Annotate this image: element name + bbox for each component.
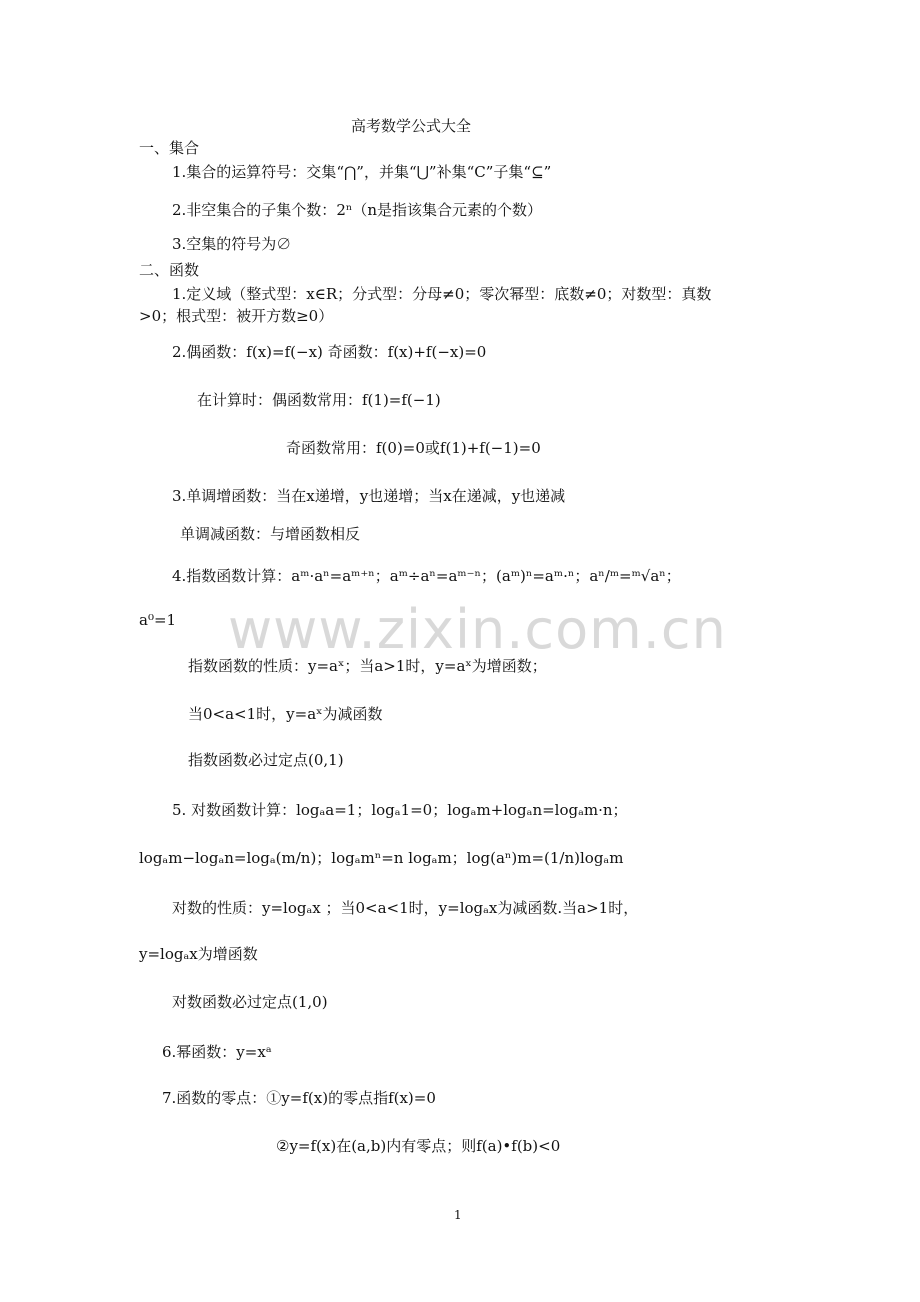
formula-line: 6.幂函数：y=xᵃ [162,1043,272,1061]
formula-line: 3.单调增函数：当在x递增，y也递增；当x在递减，y也递减 [172,487,566,505]
formula-line: 对数的性质：y=logₐx ；当0<a<1时，y=logₐx为减函数.当a>1时， [172,899,639,917]
formula-line: 奇函数常用：f(0)=0或f(1)+f(−1)=0 [286,439,541,457]
formula-line: ②y=f(x)在(a,b)内有零点；则f(a)•f(b)<0 [276,1137,561,1155]
page-number: 1 [454,1208,462,1222]
section-heading-sets: 一、集合 [139,139,200,157]
formula-line: 在计算时：偶函数常用：f(1)=f(−1) [197,391,441,409]
formula-line: 1.集合的运算符号：交集“⋂”，并集“⋃”补集“C”子集“⊆” [172,163,552,181]
formula-line: logₐm−logₐn=logₐ(m/n)；logₐmⁿ=n logₐm；log(aⁿ)m=(1/n)logₐm [139,849,624,867]
formula-line: 指数函数必过定点(0,1) [188,751,344,769]
formula-line: a⁰=1 [139,611,177,629]
formula-line: 4.指数函数计算：aᵐ·aⁿ=aᵐ⁺ⁿ；aᵐ÷aⁿ=aᵐ⁻ⁿ；(aᵐ)ⁿ=aᵐ·ⁿ；aⁿ/ᵐ=ᵐ√aⁿ； [172,567,681,585]
formula-line: 2.非空集合的子集个数：2ⁿ（n是指该集合元素的个数） [172,201,543,219]
formula-line: 3.空集的符号为∅ [172,235,292,253]
section-heading-functions: 二、函数 [139,261,200,279]
formula-line: 1.定义域（整式型：x∈R；分式型：分母≠0；零次幂型：底数≠0；对数型：真数 [172,285,712,303]
page-title: 高考数学公式大全 [351,117,472,135]
formula-line: 对数函数必过定点(1,0) [172,993,328,1011]
formula-line: >0；根式型：被开方数≥0） [139,307,334,325]
formula-line: y=logₐx为增函数 [139,945,258,963]
formula-line: 指数函数的性质：y=aˣ；当a>1时，y=aˣ为增函数； [188,657,547,675]
formula-line: 2.偶函数：f(x)=f(−x) 奇函数：f(x)+f(−x)=0 [172,343,487,361]
formula-line: 单调减函数：与增函数相反 [180,525,361,543]
formula-line: 当0<a<1时，y=aˣ为减函数 [188,705,383,723]
formula-line: 7.函数的零点：①y=f(x)的零点指f(x)=0 [162,1089,436,1107]
formula-line: 5. 对数函数计算：logₐa=1；logₐ1=0；logₐm+logₐn=logₐm·n； [172,801,628,819]
watermark: www.zixin.com.cn [228,598,727,661]
